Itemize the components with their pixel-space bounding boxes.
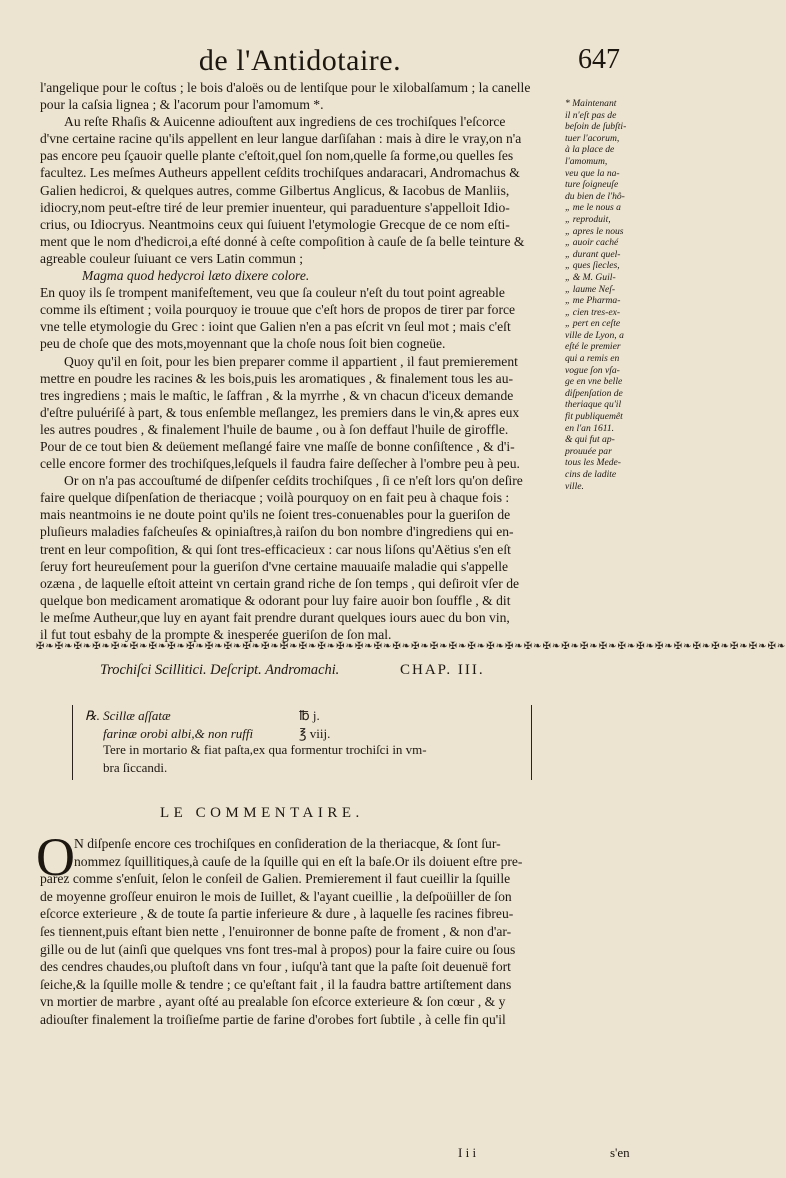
text-line: trent en leur compoſition, & qui ſont tres-efficacieux : car nous liſons qu'Aëtius s'en eſt bbox=[40, 541, 511, 557]
text-line: ſeiche,& la ſquille molle & tendre ; ce qu'eſtant fait , il la faudra battre artiſtement dans bbox=[40, 976, 512, 992]
margin-line: à la place de bbox=[565, 144, 615, 156]
margin-line: vogue ſon vſa- bbox=[565, 364, 620, 376]
text-line: N diſpenſe encore ces trochiſques en conſideration de la theriacque, & ſont ſur- bbox=[74, 836, 501, 851]
running-title: de l'Antidotaire. bbox=[198, 44, 402, 77]
text-line: Pour de ce tout bien & deüement meſlangé faire vne maſſe de bonne conſiſtence , & d'i- bbox=[40, 438, 515, 454]
recipe-quantity: ℔ j. bbox=[299, 708, 320, 723]
margin-line: „ ques ſiecles, bbox=[565, 260, 620, 272]
margin-line: „ me le nous a bbox=[565, 202, 621, 214]
text-line: nommez ſquillitiques,à cauſe de la ſquille qui en eſt la baſe.Or ils doiuent eſtre pre- bbox=[74, 853, 523, 869]
margin-line: l'amomum, bbox=[565, 155, 608, 167]
margin-line: tuer l'acorum, bbox=[565, 132, 620, 144]
margin-line: qui a remis en bbox=[565, 353, 620, 365]
text-line: eſcorce exterieure , & de toute ſa partie inferieure & dure , à laquelle ſes racines fibreu- bbox=[40, 906, 514, 922]
text-line: peu de choſe que des mots,moyennant que la choſe nous ſoit bien cogneüe. bbox=[40, 336, 446, 352]
text-line: vn mortier de marbre , ayant oſté au prealable ſon eſcorce exterieure & ſon cœur , & y bbox=[40, 994, 506, 1010]
text-line: ſes tiennent,puis eſtant bien nette , l'enuironner de bonne paſte de froment , & non d'ar- bbox=[40, 923, 512, 939]
margin-line: theriaque qu'il bbox=[565, 399, 622, 411]
margin-line: „ me Pharma- bbox=[565, 295, 621, 307]
text-line: des cendres chaudes,ou pluſtoſt dans vn four , iuſqu'à tant que la paſte ſoit deuenuë fort bbox=[40, 959, 511, 975]
margin-line: „ pert en ceſte bbox=[565, 318, 621, 330]
text-line: les autres poudres , & finalement l'huile de baume , ou à ſon deffaut l'huile de giroffle. bbox=[40, 421, 509, 437]
margin-line: „ reproduit, bbox=[565, 213, 611, 225]
recipe-instruction: Tere in mortario & fiat paſta,ex qua formentur trochiſci in vm- bbox=[103, 742, 427, 757]
text-line: pluſieurs maladies faſcheuſes & opiniaſtres,à raiſon du bon nombre d'ingrediens qui en- bbox=[40, 524, 514, 540]
text-line: tres ingrediens ; mais le maſtic, le ſaffran , & la myrrhe , & vn chacun d'iceux demande bbox=[40, 387, 514, 403]
commentary-text bbox=[40, 835, 568, 1029]
text-line: Or on n'a pas accouſtumé de diſpenſer ceſdits trochiſques , ſi ce n'eſt lors qu'on deſire bbox=[64, 473, 523, 489]
signature-mark: I i i bbox=[458, 1145, 477, 1160]
margin-line: diſpenſation de bbox=[565, 387, 623, 399]
page-number: 647 bbox=[578, 44, 620, 75]
text-line: de moyenne groſſeur enuiron le mois de Iuillet, & l'ayant cueillie , la deſpoüiller de ſon bbox=[40, 888, 512, 904]
text-line: celle encore former des trochiſques,leſquels il faudra faire deſſecher à l'ombre peu à peu. bbox=[40, 456, 520, 472]
margin-line: eſté le premier bbox=[565, 341, 621, 353]
margin-line: * Maintenant bbox=[565, 98, 617, 109]
latin-verse: Magma quod hedycroi læto dixere colore. bbox=[82, 268, 310, 284]
margin-line: prouuée par bbox=[565, 445, 612, 457]
margin-line: ville. bbox=[565, 480, 584, 492]
margin-line: „ durant quel- bbox=[565, 248, 621, 260]
text-line: pas encore peu ſçauoir quelle plante c'eſtoit,quel ſon nom,quelle ſa forme,ou quelles ſes bbox=[40, 148, 514, 164]
text-line: En quoy ils ſe trompent manifeſtement, veu que ſa couleur n'eſt du tout point agreable bbox=[40, 285, 505, 301]
text-line: mais neantmoins ie ne doute point qu'ils ne ſoient tres-conuenables pour la gueriſon de bbox=[40, 507, 511, 523]
text-line: ozæna , de laquelle eſtoit atteint vn certain grand riche de ſon temps , qui deſiroit vſer de bbox=[40, 575, 520, 591]
text-line: adiouſter finalement la troiſieſme partie de farine d'orobes fort ſubtile , à celle fin qu'il bbox=[40, 1011, 506, 1027]
margin-line: ture ſoigneuſe bbox=[565, 179, 619, 191]
margin-line: fit publiquemêt bbox=[565, 411, 623, 423]
margin-line: „ laume Neſ- bbox=[565, 283, 616, 295]
text-line: vne telle etymologie du Grec : ioint que Galien n'en a pas eſcrit vn ſeul mot ; mais c'eſt bbox=[40, 319, 511, 335]
margin-line: tous les Mede- bbox=[565, 457, 621, 469]
text-line: idiocry,nom peut-eſtre tiré de leur premier inuenteur, qui paraduenture s'appelloit Idio- bbox=[40, 199, 510, 215]
catchword: s'en bbox=[610, 1145, 630, 1160]
text-line: faire quelque diſpenſation de theriacque ; voilà pourquoy on en fait peu à chaque fois : bbox=[40, 490, 510, 506]
text-line: Au reſte Rhaſis & Auicenne adiouſtent aux ingrediens de ces trochiſques l'eſcorce bbox=[64, 114, 506, 130]
margin-line: „ cien tres-ex- bbox=[565, 306, 621, 318]
margin-line: & qui fut ap- bbox=[565, 434, 615, 446]
recipe-ingredient: farinæ orobi albi,& non ruffi bbox=[103, 726, 254, 741]
recipe-ingredient: ℞. Scillæ aſſatæ bbox=[85, 708, 171, 723]
margin-line: du bien de l'hô- bbox=[565, 190, 625, 202]
text-line: facultez. Les meſmes Autheurs appellent ceſdits trochiſques andaracari, Andromachus & bbox=[40, 165, 520, 181]
margin-line: „ auoir caché bbox=[565, 237, 619, 249]
text-line: pour la caſsia lignea ; & l'acorum pour l'amomum *. bbox=[40, 97, 324, 113]
text-line: ment que le nom d'hedicroi,a eſté donné à ceſte compoſition à cauſe de ſa belle teinture & bbox=[40, 233, 525, 249]
margin-line: „ & M. Guil- bbox=[565, 271, 616, 283]
text-line: agreable couleur ſuiuant ce vers Latin commun ; bbox=[40, 250, 304, 266]
commentary-heading: LE COMMENTAIRE. bbox=[160, 805, 364, 821]
text-line: comme ils eſtiment ; voila pourquoy ie trouue que c'eſt hors de propos de tirer par force bbox=[40, 302, 516, 318]
margin-line: en l'an 1611. bbox=[565, 422, 615, 434]
recipe-instruction: bra ſiccandi. bbox=[103, 760, 168, 775]
margin-line: „ apres le nous bbox=[565, 225, 624, 237]
text-line: gille ou de lut (ainſi que quelques vns font tres-mal à propos) pour la faire cuire ou ſous bbox=[40, 941, 516, 957]
margin-line: beſoin de ſubſti- bbox=[565, 121, 627, 133]
text-line: le meſme Autheur,que luy en ayant fait prendre durant quelques iours auec du bon vin, bbox=[40, 609, 510, 625]
text-line: Galien hedicroi, & quelques autres, comme Gilbertus Anglicus, & Iacobus de Manliis, bbox=[40, 182, 510, 198]
text-line: ſeruy fort heureuſement pour la gueriſon d'vne certaine mauuaiſe maladie qui s'appelle bbox=[40, 558, 509, 574]
text-line: crius, ou Idiocryus. Neantmoins ceux qui ſuiuent l'etymologie Grecque de ce nom eſti- bbox=[40, 216, 510, 232]
margin-line: ville de Lyon, a bbox=[565, 329, 624, 341]
margin-line: cins de ladite bbox=[565, 469, 617, 480]
margin-note bbox=[565, 98, 690, 492]
chapter-title: Trochiſci Scillitici. Deſcript. Andromachi. bbox=[100, 662, 340, 678]
text-line: quelque bon medicament aromatique & odorant pour luy faire auoir bon ſouffle , & dit bbox=[40, 592, 511, 608]
recipe-quantity: ℥ viij. bbox=[299, 726, 331, 741]
running-header bbox=[0, 44, 700, 78]
chapter-heading bbox=[100, 662, 620, 682]
ornament-divider: ✠❧✠❧✠❧✠❧✠❧✠❧✠❧✠❧✠❧✠❧✠❧✠❧✠❧✠❧✠❧✠❧✠❧✠❧✠❧✠❧✠❧✠❧✠❧✠❧✠❧✠❧✠❧✠❧✠❧✠❧✠❧✠❧✠❧✠❧✠❧✠❧✠❧✠❧✠❧✠❧ bbox=[36, 641, 786, 652]
recipe-box bbox=[72, 705, 532, 780]
text-line: d'eſtre puluériſé à part, & tous enſemble meſlangez, les premiers dans le vin,& apres eux bbox=[40, 404, 520, 420]
text-line: mettre en poudre les racines & les bois,puis les aromatiques , & finalement tous les au- bbox=[40, 370, 514, 386]
text-line: d'vne certaine racine qu'ils appellent en leur langue darſiſahan : mais à dire le vray,on n'a bbox=[40, 131, 522, 147]
margin-line: ge en vne belle bbox=[565, 376, 623, 388]
text-line: Quoy qu'il en ſoit, pour les bien preparer comme il appartient , il faut premierement bbox=[64, 353, 518, 369]
text-line: l'angelique pour le coſtus ; le bois d'aloës ou de lentiſque pour le xilobalſamum ; la canelle bbox=[40, 80, 531, 95]
text-line: il fut tout esbahy de la prompte & inesperée gueriſon de ſon mal. bbox=[40, 627, 392, 642]
main-text bbox=[40, 79, 560, 643]
text-line: parez comme s'enſuit, ſelon le conſeil de Galien. Premierement il faut cueillir la ſquille bbox=[40, 871, 511, 887]
chapter-number: CHAP. III. bbox=[400, 662, 485, 678]
margin-line: il n'eſt pas de bbox=[565, 109, 617, 121]
margin-line: veu que la na- bbox=[565, 167, 620, 179]
drop-cap: O bbox=[36, 827, 75, 887]
